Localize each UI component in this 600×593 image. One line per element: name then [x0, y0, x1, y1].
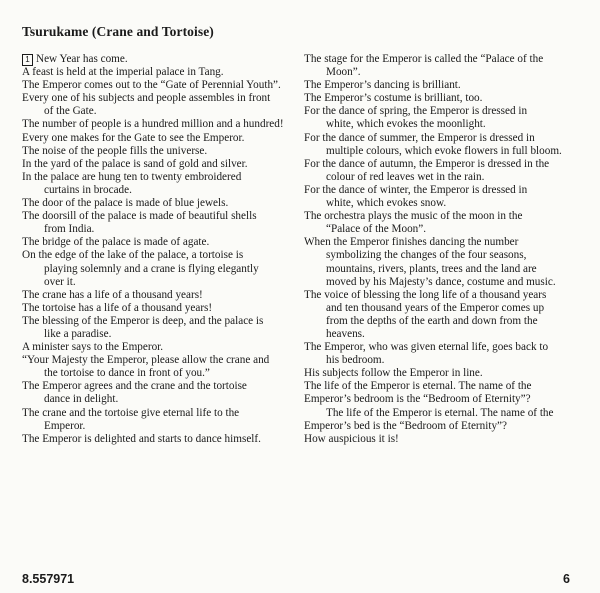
text-line — [22, 66, 294, 79]
line-text: For the dance of winter, the Emperor is dressed in — [304, 183, 528, 196]
line-text: over it. — [44, 275, 76, 288]
line-text: The crane has a life of a thousand years! — [22, 288, 203, 301]
line-text: his bedroom. — [326, 354, 385, 367]
line-text: Emperor. — [44, 419, 86, 432]
line-text: Emperor’s bed is the “Bedroom of Eternity”? — [304, 419, 507, 432]
text-line — [304, 341, 576, 354]
line-text: For the dance of spring, the Emperor is dressed in — [304, 105, 528, 118]
line-text: The tortoise has a life of a thousand years! — [22, 301, 213, 314]
line-text: The Emperor, who was given eternal life, goes back to — [304, 341, 549, 354]
line-text: The Emperor’s dancing is brilliant. — [304, 79, 461, 92]
line-text: New Year has come. — [36, 53, 128, 65]
text-line — [304, 420, 576, 433]
text-line — [22, 354, 294, 367]
text-line — [304, 184, 576, 197]
line-text: The life of the Emperor is eternal. The name of the — [304, 380, 532, 393]
text-line — [22, 276, 294, 289]
text-line — [304, 302, 576, 315]
line-text: Every one of his subjects and people assembles in front — [22, 92, 271, 105]
line-text: How auspicious it is! — [304, 432, 399, 445]
line-text: The Emperor is delighted and starts to dance himself. — [22, 432, 261, 445]
text-line — [22, 289, 294, 302]
text-line — [22, 433, 294, 446]
line-text: In the yard of the palace is sand of gold and silver. — [22, 157, 248, 170]
section-marker: 1 — [22, 54, 33, 66]
line-text: curtains in brocade. — [44, 183, 132, 196]
line-text: Emperor’s bedroom is the “Bedroom of Eternity”? — [304, 393, 531, 406]
line-text: The blessing of the Emperor is deep, and the palace is — [22, 314, 264, 327]
text-line — [304, 171, 576, 184]
text-line — [22, 249, 294, 262]
text-line — [304, 289, 576, 302]
text-line — [304, 66, 576, 79]
text-line — [22, 184, 294, 197]
line-text: playing solemnly and a crane is flying elegantly — [44, 262, 259, 275]
text-line — [304, 249, 576, 262]
text-line — [304, 236, 576, 249]
text-line — [304, 393, 576, 406]
line-text: heavens. — [326, 327, 365, 340]
text-line — [22, 158, 294, 171]
text-line — [304, 367, 576, 380]
text-line — [304, 354, 576, 367]
text-line — [304, 380, 576, 393]
line-text: Moon”. — [326, 66, 361, 79]
text-line — [304, 197, 576, 210]
text-line — [22, 53, 294, 66]
text-line — [22, 328, 294, 341]
line-text: A minister says to the Emperor. — [22, 341, 164, 354]
line-text: Every one makes for the Gate to see the Emperor. — [22, 131, 245, 144]
line-text: white, which evokes snow. — [326, 197, 447, 210]
left-text-column — [22, 53, 294, 446]
page-title: Tsurukame (Crane and Tortoise) — [22, 24, 214, 39]
text-line — [304, 105, 576, 118]
text-line — [22, 210, 294, 223]
line-text: moved by his Majesty’s dance, costume and music. — [326, 275, 556, 288]
line-text: like a paradise. — [44, 327, 112, 340]
text-line — [304, 433, 576, 446]
line-text: The number of people is a hundred million and a hundred! — [22, 118, 284, 131]
line-text: The noise of the people fills the universe. — [22, 144, 208, 157]
text-line — [22, 132, 294, 145]
line-text: The door of the palace is made of blue jewels. — [22, 197, 229, 210]
text-line — [22, 380, 294, 393]
text-line — [304, 263, 576, 276]
text-line — [304, 158, 576, 171]
text-line — [304, 132, 576, 145]
text-line — [22, 236, 294, 249]
text-line — [22, 263, 294, 276]
line-text: On the edge of the lake of the palace, a tortoise is — [22, 249, 244, 262]
line-text: The crane and the tortoise give eternal life to the — [22, 406, 240, 419]
text-line — [22, 118, 294, 131]
text-line — [22, 420, 294, 433]
line-text: For the dance of autumn, the Emperor is dressed in the — [304, 157, 550, 170]
line-text: The bridge of the palace is made of agate. — [22, 236, 210, 249]
line-text: from India. — [44, 223, 95, 236]
text-line — [22, 223, 294, 236]
line-text: The doorsill of the palace is made of beautiful shells — [22, 210, 257, 223]
line-text: The stage for the Emperor is called the “Palace of the — [304, 53, 544, 65]
text-line — [22, 171, 294, 184]
line-text: multiple colours, which evoke flowers in full bloom. — [326, 144, 562, 157]
line-text: “Your Majesty the Emperor, please allow the crane and — [22, 354, 270, 367]
text-line — [304, 210, 576, 223]
line-text: the tortoise to dance in front of you.” — [44, 367, 210, 380]
text-line — [304, 276, 576, 289]
catalog-number: 8.557971 — [22, 572, 75, 586]
line-text: of the Gate. — [44, 105, 97, 118]
text-line — [304, 407, 576, 420]
text-line — [22, 367, 294, 380]
line-text: mountains, rivers, plants, trees and the land are — [326, 262, 537, 275]
right-text-column — [304, 53, 576, 446]
line-text: The Emperor agrees and the crane and the tortoise — [22, 380, 247, 393]
text-line — [304, 223, 576, 236]
text-line — [304, 92, 576, 105]
line-text: colour of red leaves wet in the rain. — [326, 170, 485, 183]
line-text: and ten thousand years of the Emperor comes up — [326, 301, 545, 314]
text-line — [22, 407, 294, 420]
text-line — [22, 79, 294, 92]
line-text: The voice of blessing the long life of a thousand years — [304, 288, 547, 301]
text-line — [304, 145, 576, 158]
line-text: white, which evokes the moonlight. — [326, 118, 486, 131]
line-text: When the Emperor finishes dancing the number — [304, 236, 519, 249]
text-line — [304, 53, 576, 66]
text-line — [22, 341, 294, 354]
text-line — [22, 145, 294, 158]
line-text: For the dance of summer, the Emperor is dressed in — [304, 131, 535, 144]
text-line — [304, 79, 576, 92]
line-text: symbolizing the changes of the four seasons, — [326, 249, 527, 262]
line-text: The life of the Emperor is eternal. The name of the — [326, 406, 554, 419]
line-text: In the palace are hung ten to twenty embroidered — [22, 170, 242, 183]
text-line — [22, 92, 294, 105]
line-text: A feast is held at the imperial palace in Tang. — [22, 66, 224, 79]
line-text: dance in delight. — [44, 393, 119, 406]
text-line — [304, 118, 576, 131]
page-number: 6 — [563, 572, 570, 586]
text-line — [304, 315, 576, 328]
text-line — [22, 302, 294, 315]
text-line — [22, 315, 294, 328]
line-text: from the depths of the earth and down from the — [326, 314, 538, 327]
text-line — [22, 105, 294, 118]
line-text: His subjects follow the Emperor in line. — [304, 367, 483, 380]
text-line — [22, 393, 294, 406]
line-text: “Palace of the Moon”. — [326, 223, 427, 236]
text-line — [22, 197, 294, 210]
line-text: The Emperor’s costume is brilliant, too. — [304, 92, 483, 105]
text-line — [304, 328, 576, 341]
line-text: The Emperor comes out to the “Gate of Perennial Youth”. — [22, 79, 281, 92]
line-text: The orchestra plays the music of the moon in the — [304, 210, 523, 223]
